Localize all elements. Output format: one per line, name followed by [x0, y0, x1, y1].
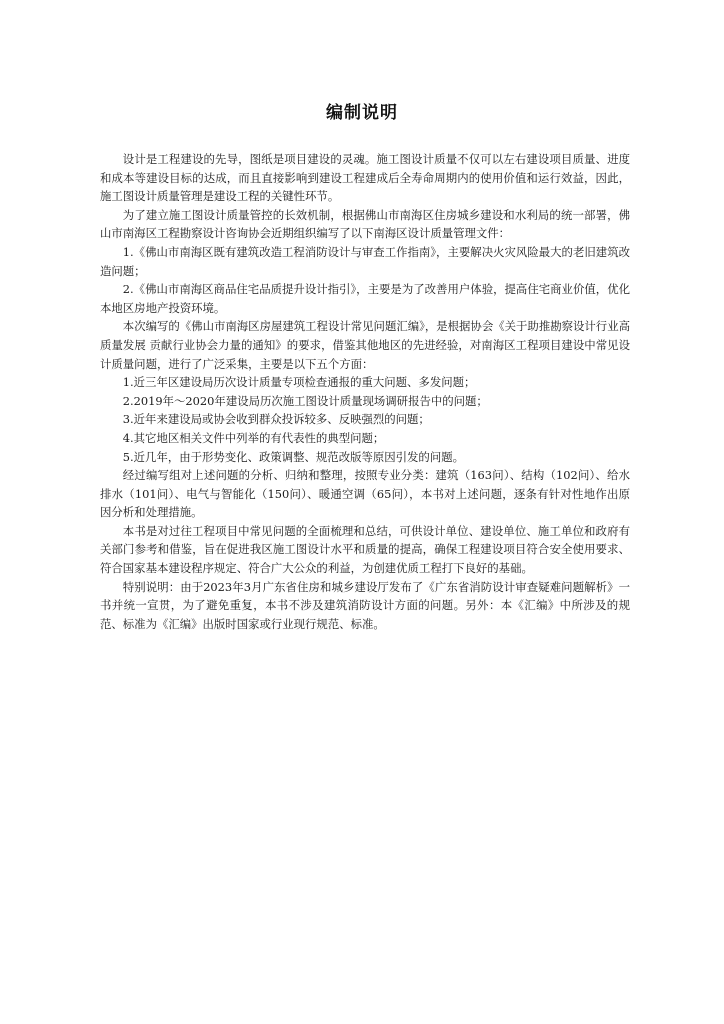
list-item-source-5: 5.近几年，由于形势变化、政策调整、规范改版等原因引发的问题。	[122, 449, 464, 464]
paragraph-compilation: 本次编写的《佛山市南海区房屋建筑工程设计常见问题汇编》，是根据协会《关于助推勘察设计行业高质量发展 贡献行业协会力量的通知》的要求，借鉴其他地区的先进经验，对南海区工程项目建设中常见设计质量问题，进行了广泛采集，主要是以下五个方面：	[100, 319, 630, 371]
list-item-document-1: 1.《佛山市南海区既有建筑改造工程消防设计与审查工作指南》，主要解决火灾风险最大的老旧建筑改造问题；	[100, 244, 630, 278]
paragraph-intro: 设计是工程建设的先导，图纸是项目建设的灵魂。施工图设计质量不仅可以左右建设项目质量、进度和成本等建设目标的达成，而且直接影响到建设工程建成后全寿命周期内的使用价值和运行效益，因此，施工图设计质量管理是建设工程的关键性环节。	[100, 152, 630, 204]
paragraph-background: 为了建立施工图设计质量管控的长效机制，根据佛山市南海区住房城乡建设和水利局的统一部署，佛山市南海区工程勘察设计咨询协会近期组织编写了以下南海区设计质量管理文件：	[100, 207, 630, 241]
list-item-source-4: 4.其它地区相关文件中列举的有代表性的典型问题；	[122, 430, 385, 445]
paragraph-special-note: 特别说明：由于2023年3月广东省住房和城乡建设厅发布了《广东省消防设计审查疑难问题解析》一书并统一宣贯，为了避免重复，本书不涉及建筑消防设计方面的问题。另外：本《汇编》中所涉及的规范、标准为《汇编》出版时国家或行业现行规范、标准。	[100, 579, 630, 631]
list-item-source-1: 1.近三年区建设局历次设计质量专项检查通报的重大问题、多发问题；	[122, 375, 476, 390]
list-item-document-2: 2.《佛山市南海区商品住宅品质提升设计指引》，主要是为了改善用户体验，提高住宅商业价值，优化本地区房地产投资环境。	[100, 282, 630, 315]
page-title: 编制说明	[326, 103, 398, 123]
list-item-source-2: 2.2019年～2020年建设局历次施工图设计质量现场调研报告中的问题；	[122, 393, 488, 408]
list-item-source-3: 3.近年来建设局或协会收到群众投诉较多、反映强烈的问题；	[122, 412, 430, 427]
paragraph-purpose: 本书是对过往工程项目中常见问题的全面梳理和总结，可供设计单位、建设单位、施工单位和政府有关部门参考和借鉴，旨在促进我区施工图设计水平和质量的提高，确保工程建设项目符合安全使用要求、符合国家基本建设程序规定、符合广大公众的利益，为创建优质工程打下良好的基础。	[100, 523, 630, 576]
document-body	[100, 150, 630, 633]
paragraph-classification: 经过编写组对上述问题的分析、归纳和整理，按照专业分类：建筑（163问）、结构（102问）、给水排水（101问）、电气与智能化（150问）、暖通空调（65问），本书对上述问题，逐条有针对性地作出原因分析和处理措施。	[100, 468, 630, 520]
